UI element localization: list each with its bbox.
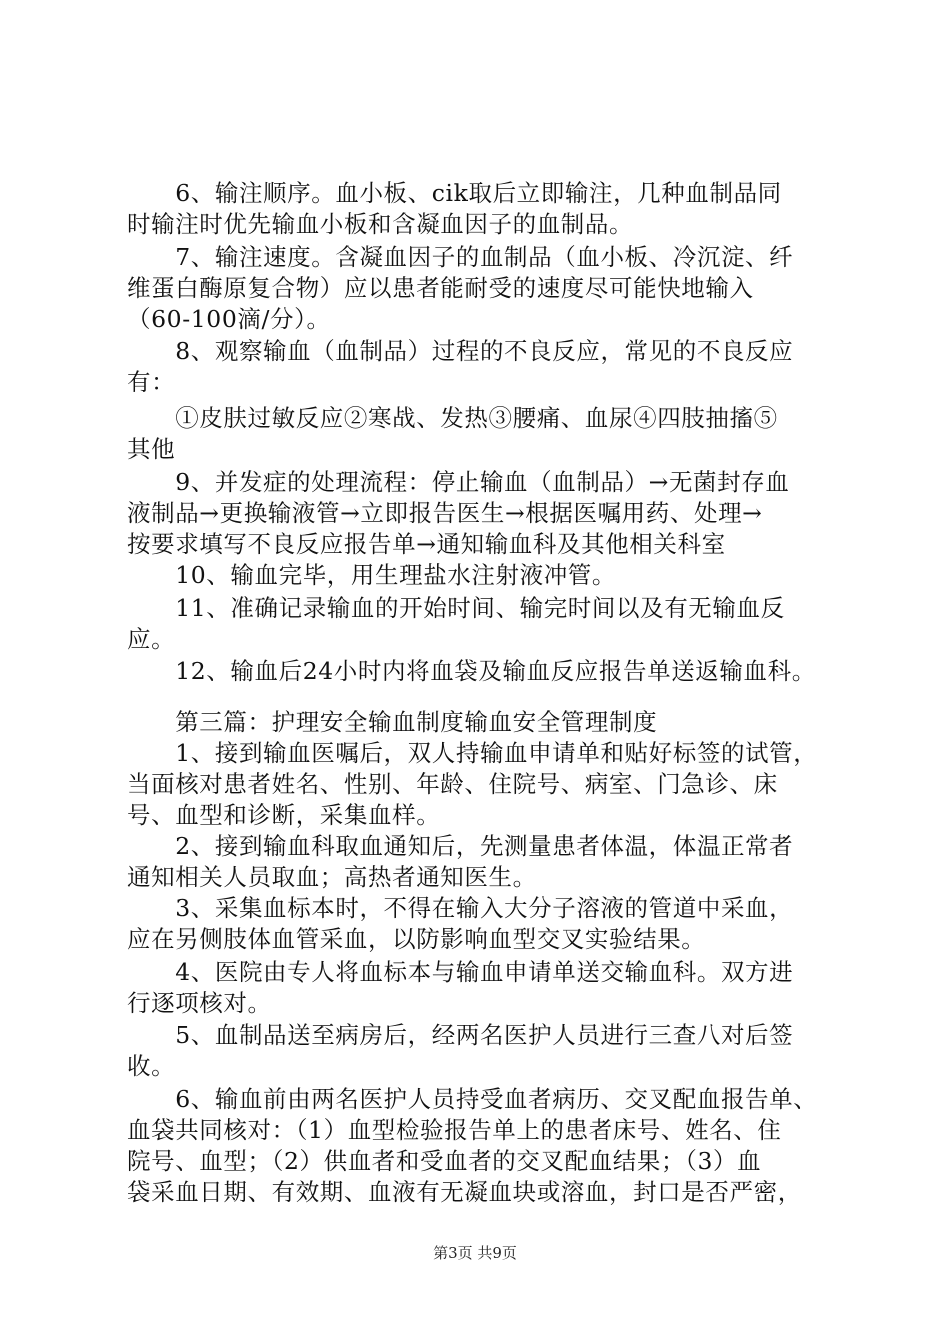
text-line: 应在另侧肢体血管采血，以防影响血型交叉实验结果。 [127, 925, 706, 953]
text-line: 血袋共同核对：（1）血型检验报告单上的患者床号、姓名、住 [127, 1116, 782, 1144]
text-line: 10、输血完毕，用生理盐水注射液冲管。 [127, 561, 617, 589]
text-line: 有： [127, 368, 176, 396]
text-line: 12、输血后24小时内将血袋及输血反应报告单送返输血科。 [127, 657, 816, 685]
text-line: 袋采血日期、有效期、血液有无凝血块或溶血，封口是否严密， [127, 1178, 802, 1206]
text-line: 1、接到输血医嘱后，双人持输血申请单和贴好标签的试管， [127, 739, 818, 767]
text-line: 其他 [127, 435, 176, 463]
text-line: 8、观察输血（血制品）过程的不良反应，常见的不良反应 [127, 337, 794, 365]
text-line: ①皮肤过敏反应②寒战、发热③腰痛、血尿④四肢抽搐⑤ [127, 404, 778, 432]
text-line: 按要求填写不良反应报告单→通知输血科及其他相关科室 [127, 530, 726, 558]
text-line: 行逐项核对。 [127, 989, 272, 1017]
text-line: 3、采集血标本时，不得在输入大分子溶液的管道中采血， [127, 894, 794, 922]
text-line: 6、输注顺序。血小板、cik取后立即输注，几种血制品同 [127, 179, 782, 207]
page-footer: 第3页 共9页 [433, 1244, 517, 1262]
section-heading: 第三篇：护理安全输血制度输血安全管理制度 [127, 708, 658, 736]
text-line: 4、医院由专人将血标本与输血申请单送交输血科。双方进 [127, 958, 794, 986]
text-line: 9、并发症的处理流程：停止输血（血制品）→无菌封存血 [127, 468, 790, 496]
text-line: 11、准确记录输血的开始时间、输完时间以及有无输血反 [127, 594, 785, 622]
text-line: 应。 [127, 625, 176, 653]
text-line: 5、血制品送至病房后，经两名医护人员进行三查八对后签 [127, 1021, 794, 1049]
text-line: （60-100滴/分）。 [127, 305, 331, 333]
text-line: 7、输注速度。含凝血因子的血制品（血小板、冷沉淀、纤 [127, 243, 794, 271]
text-line: 6、输血前由两名医护人员持受血者病历、交叉配血报告单、 [127, 1085, 818, 1113]
text-line: 收。 [127, 1052, 176, 1080]
text-line: 院号、血型；（2）供血者和受血者的交叉配血结果；（3）血 [127, 1147, 762, 1175]
text-line: 液制品→更换输液管→立即报告医生→根据医嘱用药、处理→ [127, 499, 763, 527]
text-line: 时输注时优先输血小板和含凝血因子的血制品。 [127, 210, 634, 238]
text-line: 当面核对患者姓名、性别、年龄、住院号、病室、门急诊、床 [127, 770, 778, 798]
text-line: 通知相关人员取血；高热者通知医生。 [127, 863, 537, 891]
text-line: 维蛋白酶原复合物）应以患者能耐受的速度尽可能快地输入 [127, 274, 754, 302]
text-line: 号、血型和诊断，采集血样。 [127, 801, 441, 829]
text-line: 2、接到输血科取血通知后，先测量患者体温，体温正常者 [127, 832, 794, 860]
